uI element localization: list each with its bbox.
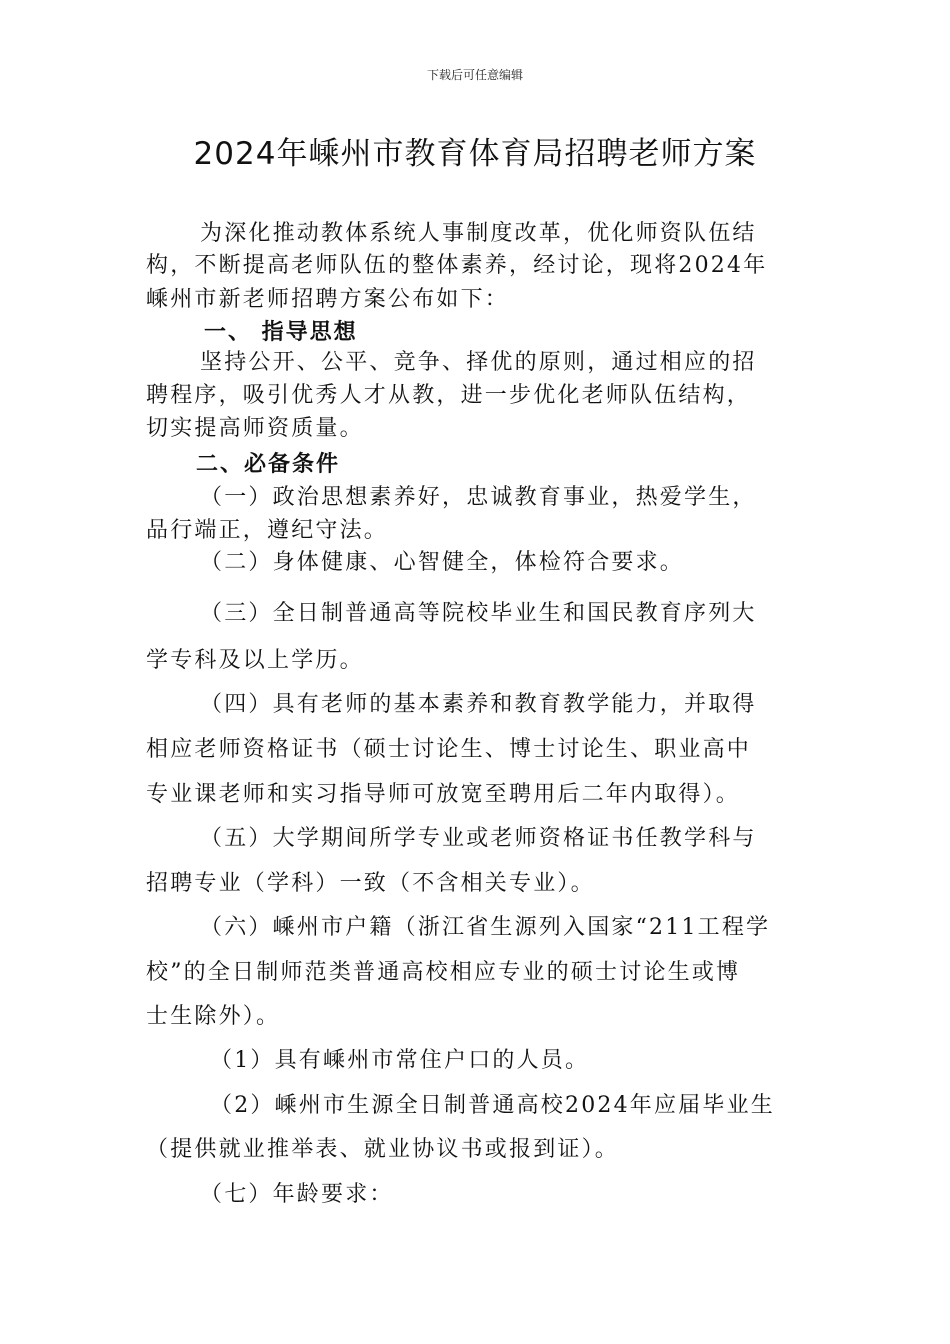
paragraph-line: （一）政治思想素养好，忠诚教育事业，热爱学生， (200, 485, 757, 510)
section-heading-requirements: 二、必备条件 (196, 452, 341, 477)
paragraph-line: 构，不断提高老师队伍的整体素养，经讨论，现将2024年 (146, 253, 768, 278)
paragraph-line: 品行端正，遵纪守法。 (146, 518, 389, 543)
paragraph-line: （三）全日制普通高等院校毕业生和国民教育序列大 (200, 601, 757, 626)
paragraph-line: （1）具有嵊州市常住户口的人员。 (210, 1048, 590, 1073)
paragraph-line: 相应老师资格证书（硕士讨论生、博士讨论生、职业高中 (146, 737, 752, 762)
paragraph-line: 切实提高师资质量。 (146, 416, 364, 441)
paragraph-line: 学专科及以上学历。 (146, 648, 364, 673)
paragraph-line: 专业课老师和实习指导师可放宽至聘用后二年内取得）。 (146, 782, 741, 807)
paragraph-line: （二）身体健康、心智健全，体检符合要求。 (200, 550, 685, 575)
paragraph-line: 招聘专业（学科）一致（不含相关专业）。 (146, 871, 595, 896)
paragraph-line: （2）嵊州市生源全日制普通高校2024年应届毕业生 (210, 1093, 775, 1118)
paragraph-line: 聘程序，吸引优秀人才从教，进一步优化老师队伍结构， (146, 383, 752, 408)
paragraph-line: 嵊州市新老师招聘方案公布如下： (146, 287, 510, 312)
paragraph-line: （五）大学期间所学专业或老师资格证书任教学科与 (200, 826, 757, 851)
paragraph-line: 校”的全日制师范类普通高校相应专业的硕士讨论生或博 (146, 960, 741, 985)
paragraph-line: （四）具有老师的基本素养和教育教学能力，并取得 (200, 692, 757, 717)
paragraph-line: 士生除外）。 (146, 1004, 281, 1029)
document-title: 2024年嵊州市教育体育局招聘老师方案 (193, 136, 757, 172)
paragraph-line: （六）嵊州市户籍（浙江省生源列入国家“211工程学 (200, 915, 771, 940)
paragraph-line: 为深化推动教体系统人事制度改革，优化师资队伍结 (200, 221, 757, 246)
header-note: 下载后可任意编辑 (426, 68, 523, 82)
paragraph-line: （提供就业推举表、就业协议书或报到证）。 (146, 1137, 620, 1162)
section-heading-guiding-ideology: 一、 指导思想 (204, 320, 358, 345)
paragraph-line: 坚持公开、公平、竞争、择优的原则，通过相应的招 (200, 350, 757, 375)
paragraph-line: （七）年龄要求： (200, 1182, 394, 1207)
